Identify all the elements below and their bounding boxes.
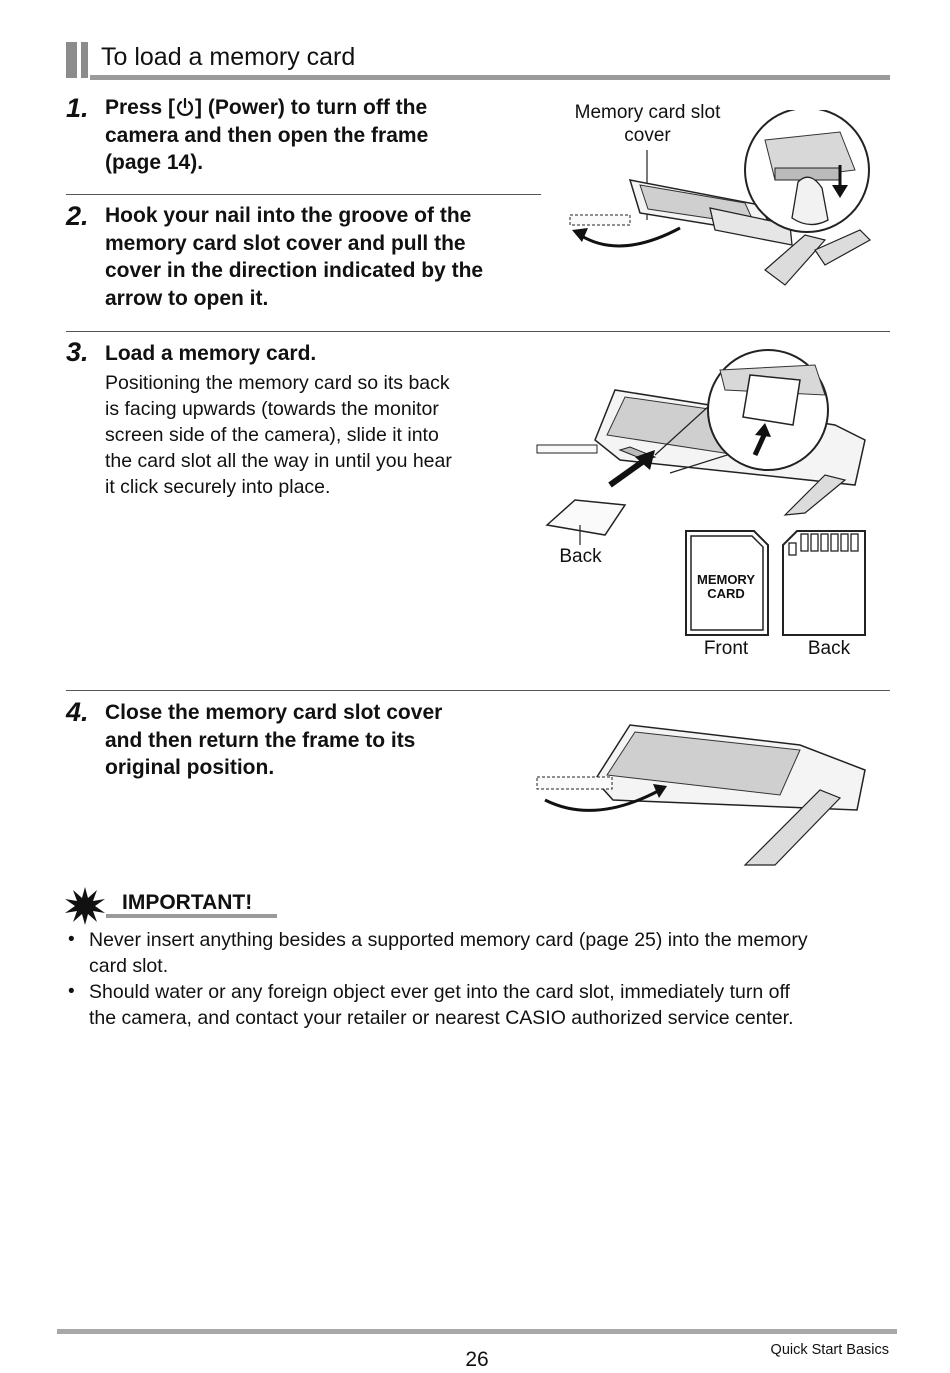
step-2-line-3: cover in the direction indicated by the	[105, 259, 484, 282]
step-3-body-line-1: Positioning the memory card so its back	[105, 372, 450, 394]
starburst-icon	[64, 886, 106, 926]
step-3-number: 3.	[66, 337, 89, 367]
important-note-1-line-2: card slot.	[89, 955, 169, 977]
step-4-number: 4.	[66, 697, 89, 727]
slot-cover-illustration	[560, 110, 880, 290]
close-cover-illustration	[535, 720, 880, 868]
slot-cover-caption-line-1: Memory card slot	[574, 102, 721, 123]
section-title: To load a memory card	[101, 43, 356, 71]
load-card-illustration	[535, 345, 880, 545]
header-accent-bar-2	[81, 42, 88, 78]
step-3-divider	[66, 690, 890, 691]
step-3-body	[105, 370, 525, 500]
step-1-line-3: (page 14).	[105, 151, 204, 174]
footer-section-name: Quick Start Basics	[770, 1342, 889, 1358]
step-4-line-3: original position.	[105, 756, 275, 779]
step-3-body-line-3: screen side of the camera), slide it into	[105, 424, 439, 446]
bullet: •	[68, 929, 75, 950]
step-2-number: 2.	[66, 201, 89, 231]
step-2-line-1: Hook your nail into the groove of the	[105, 204, 472, 227]
important-underline	[106, 914, 277, 918]
power-icon	[175, 97, 195, 117]
step-4-line-1: Close the memory card slot cover	[105, 701, 443, 724]
step-1-line-1a: Press [	[105, 96, 176, 119]
back-caption: Back	[559, 546, 602, 567]
step-2-text	[105, 202, 545, 312]
important-note-1-line-1: Never insert anything besides a supported memory card (page 25) into the memory	[89, 929, 808, 951]
card-front-label	[690, 573, 762, 601]
step-3-body-line-5: it click securely into place.	[105, 476, 331, 498]
step-2-line-4: arrow to open it.	[105, 286, 269, 310]
step-1-line-1b: ] (Power) to turn off the	[195, 96, 428, 119]
important-note-1	[66, 927, 896, 979]
bullet: •	[68, 981, 75, 1002]
step-4-line-2: and then return the frame to its	[105, 728, 416, 752]
step-3-body-line-4: the card slot all the way in until you hear	[105, 450, 452, 472]
header-accent-bar	[66, 42, 77, 78]
important-note-2-line-2: the camera, and contact your retailer or nearest CASIO authorized service center.	[89, 1007, 794, 1029]
card-back-illustration	[779, 527, 871, 639]
step-1-number: 1.	[66, 93, 89, 123]
front-caption: Front	[703, 638, 749, 659]
page-number: 26	[465, 1348, 489, 1371]
step-3-body-line-2: is facing upwards (towards the monitor	[105, 398, 439, 420]
step-2-divider	[66, 331, 890, 332]
step-3-title: Load a memory card.	[105, 342, 317, 365]
step-1-divider	[66, 194, 541, 195]
step-1-line-2: camera and then open the frame	[105, 123, 429, 147]
slot-cover-caption-line-2: cover	[624, 125, 671, 146]
header-underline	[90, 75, 890, 80]
step-1-text	[105, 94, 545, 177]
step-4-text	[105, 699, 525, 782]
important-note-2-line-1: Should water or any foreign object ever get into the card slot, immediately turn off	[89, 981, 790, 1003]
step-2-line-2: memory card slot cover and pull the	[105, 231, 466, 255]
footer-rule	[57, 1329, 897, 1334]
important-note-2	[66, 979, 896, 1031]
back-caption-2: Back	[807, 638, 851, 659]
card-front-label-line-1: MEMORY	[696, 572, 756, 587]
card-front-label-line-2: CARD	[707, 586, 745, 601]
important-label: IMPORTANT!	[122, 891, 253, 914]
